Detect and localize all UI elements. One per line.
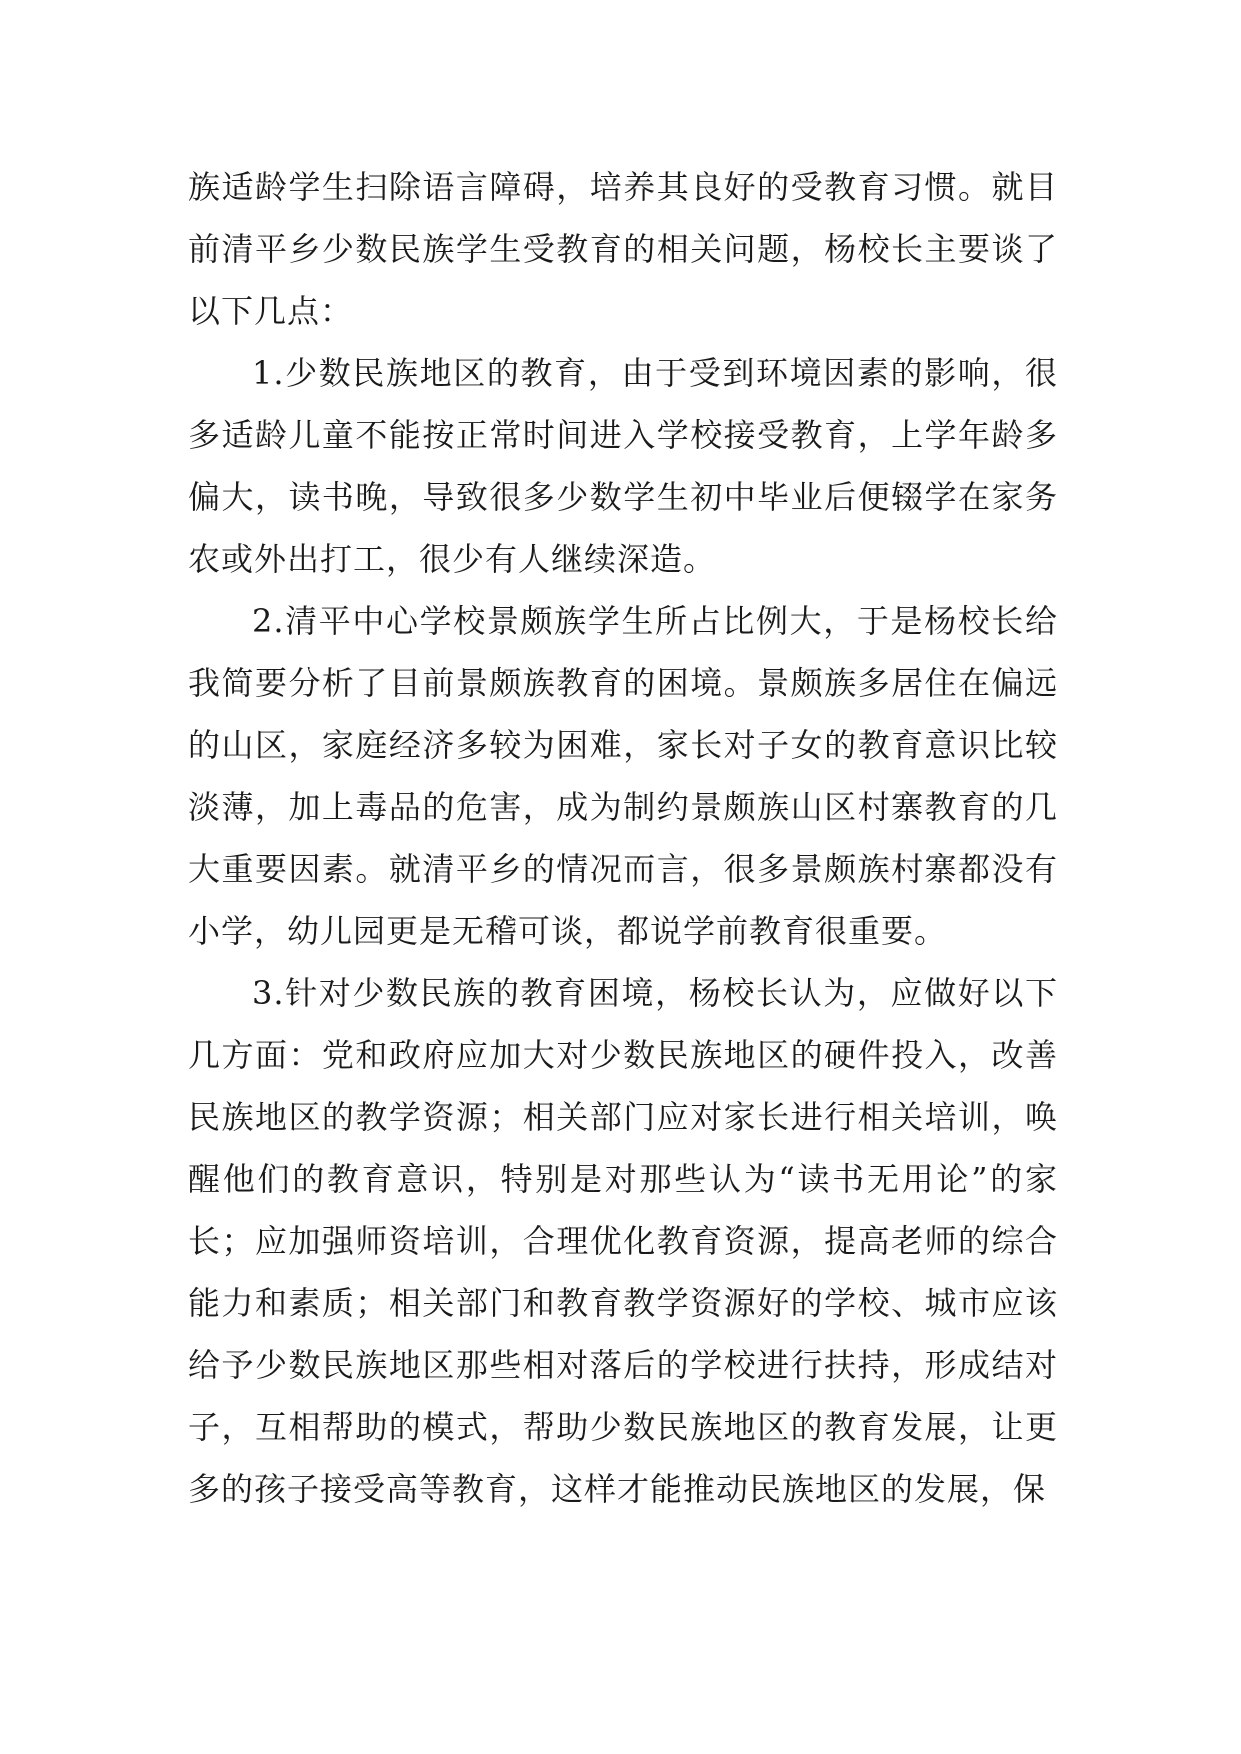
paragraph-point-2: 2.清平中心学校景颇族学生所占比例大，于是杨校长给我简要分析了目前景颇族教育的困境。景颇族多居住在偏远的山区，家庭经济多较为困难，家长对子女的教育意识比较淡薄，加上毒品的危害，成为制约景颇族山区村寨教育的几大重要因素。就清平乡的情况而言，很多景颇族村寨都没有小学，幼儿园更是无稽可谈，都说学前教育很重要。 [188,602,1058,950]
body-text [188,156,1058,1520]
paragraph-continuation: 族适龄学生扫除语言障碍，培养其良好的受教育习惯。就目前清平乡少数民族学生受教育的相关问题，杨校长主要谈了以下几点： [188,168,1058,330]
paragraph-point-1: 1.少数民族地区的教育，由于受到环境因素的影响，很多适龄儿童不能按正常时间进入学校接受教育，上学年龄多偏大，读书晚，导致很多少数学生初中毕业后便辍学在家务农或外出打工，很少有人继续深造。 [188,354,1058,578]
paragraph-point-3: 3.针对少数民族的教育困境，杨校长认为，应做好以下几方面：党和政府应加大对少数民族地区的硬件投入，改善民族地区的教学资源；相关部门应对家长进行相关培训，唤醒他们的教育意识，特别是对那些认为“读书无用论”的家长；应加强师资培训，合理优化教育资源，提高老师的综合能力和素质；相关部门和教育教学资源好的学校、城市应该给予少数民族地区那些相对落后的学校进行扶持，形成结对子，互相帮助的模式，帮助少数民族地区的教育发展，让更多的孩子接受高等教育，这样才能推动民族地区的发展，保 [188,974,1058,1508]
